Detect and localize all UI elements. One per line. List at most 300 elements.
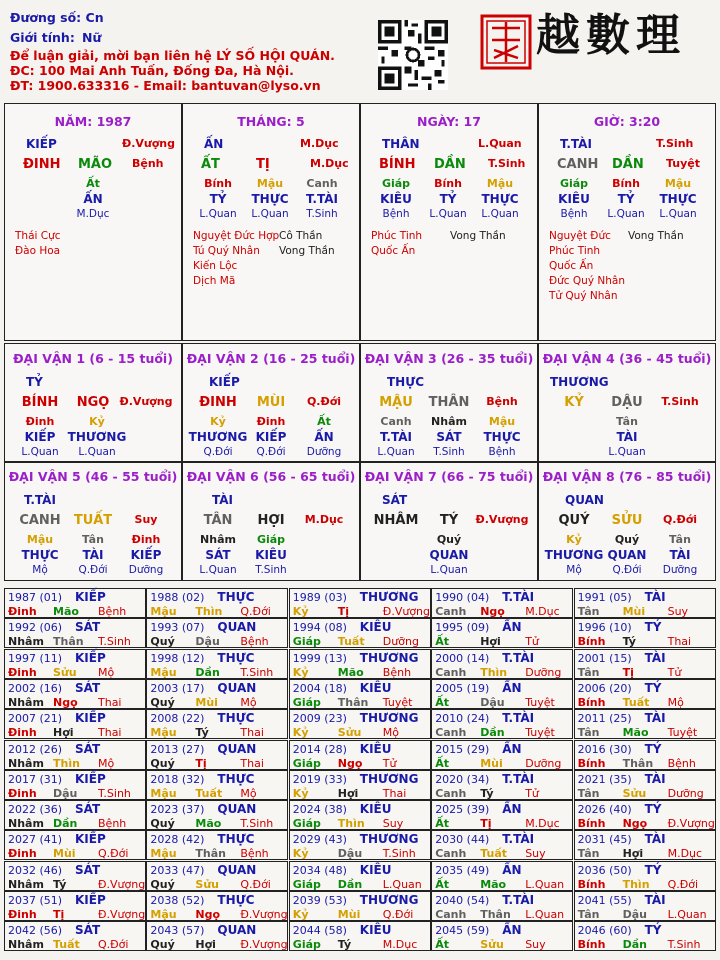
dai-van-chi: MÙI bbox=[256, 395, 286, 410]
year-chi: Tuất bbox=[195, 786, 223, 800]
year-label: 2013 (27) bbox=[150, 742, 205, 756]
year-chi: Hợi bbox=[53, 726, 74, 740]
year-cell bbox=[574, 618, 716, 648]
hidden-stage: L.Quan bbox=[199, 208, 237, 220]
year-ten-god: TÀI bbox=[644, 893, 666, 907]
pillar-chi: TỊ bbox=[256, 157, 270, 172]
year-chi: Mão bbox=[480, 877, 507, 891]
year-label: 2012 (26) bbox=[8, 742, 63, 756]
year-stage: Thai bbox=[240, 756, 264, 770]
year-stage: Thai bbox=[98, 695, 122, 709]
year-chi: Tý bbox=[195, 726, 209, 740]
year-cell bbox=[4, 709, 146, 739]
year-chi: Sửu bbox=[337, 726, 362, 740]
year-ten-god: ẤN bbox=[502, 680, 522, 695]
year-chi: Tuất bbox=[53, 938, 80, 952]
dai-van-hidden-ten: THƯƠNG bbox=[188, 430, 248, 444]
hidden-stem: Bính bbox=[204, 177, 232, 190]
year-stage: T.Sinh bbox=[98, 786, 131, 800]
year-stage: Tử bbox=[667, 665, 682, 679]
year-stage: Đ.Vượng bbox=[382, 605, 430, 618]
dai-van-hidden-ten: KIẾP bbox=[255, 430, 287, 444]
year-can: Bính bbox=[577, 756, 606, 770]
year-stage: Bệnh bbox=[98, 817, 127, 831]
year-label: 2024 (38) bbox=[292, 803, 347, 817]
year-label: 2046 (60) bbox=[577, 924, 632, 938]
year-can: Quý bbox=[150, 635, 175, 649]
year-ten-god: QUAN bbox=[217, 680, 257, 695]
dai-van-hidden-stem: Nhâm bbox=[431, 415, 467, 428]
year-ten-god: T.TÀI bbox=[502, 893, 535, 907]
dai-van-ten-god: SÁT bbox=[382, 493, 408, 507]
year-stage: Đ.Vượng bbox=[240, 938, 288, 952]
year-ten-god: TÀI bbox=[644, 711, 666, 726]
dai-van-chi: TÝ bbox=[439, 513, 459, 528]
year-ten-god: THỰC bbox=[217, 650, 255, 665]
dai-van-can: TÂN bbox=[203, 513, 233, 528]
year-cell bbox=[431, 649, 573, 679]
hidden-ten-god: THỰC bbox=[659, 192, 697, 206]
year-ten-god: ẤN bbox=[502, 862, 522, 877]
dai-van-hidden-stage: Dưỡng bbox=[306, 446, 342, 458]
pillar-top-right: M.Dục bbox=[300, 137, 339, 150]
year-ten-god: TÀI bbox=[644, 650, 666, 665]
pillar-can: BÍNH bbox=[379, 157, 416, 172]
year-cell bbox=[574, 921, 716, 951]
dai-van-can: QUÝ bbox=[558, 513, 590, 528]
year-stage: Thai bbox=[382, 786, 407, 800]
year-chi: Thìn bbox=[480, 665, 508, 679]
qr-code-icon[interactable] bbox=[378, 20, 448, 90]
year-label: 2032 (46) bbox=[8, 863, 63, 877]
year-can: Giáp bbox=[292, 635, 321, 649]
dai-van-hidden-stage: Dưỡng bbox=[128, 564, 164, 576]
hidden-stem: Giáp bbox=[559, 177, 589, 190]
year-label: 2021 (35) bbox=[577, 772, 632, 786]
year-can: Đinh bbox=[8, 847, 37, 861]
dai-van-can: MẬU bbox=[379, 395, 413, 410]
year-cell bbox=[431, 891, 573, 921]
star-item: Tử Quý Nhân bbox=[549, 290, 618, 302]
year-stage: T.Sinh bbox=[98, 635, 131, 649]
year-chi: Hợi bbox=[337, 786, 359, 800]
year-chi: Tý bbox=[480, 786, 494, 800]
hidden-stage: Bệnh bbox=[560, 208, 588, 220]
dai-van-hidden-ten: TÀI bbox=[669, 548, 691, 562]
year-stage: Tuyệt bbox=[382, 695, 413, 709]
year-label: 2003 (17) bbox=[150, 681, 205, 695]
year-chi: Thìn bbox=[53, 756, 80, 770]
dai-van-hidden-stem: Kỷ bbox=[89, 415, 105, 428]
dai-van-hidden-stem: Đinh bbox=[256, 415, 286, 428]
year-label: 2017 (31) bbox=[8, 772, 63, 786]
year-chi: Tị bbox=[53, 908, 65, 921]
hidden-ten-god: T.TÀI bbox=[306, 192, 338, 206]
year-stage: L.Quan bbox=[667, 908, 707, 921]
year-can: Quý bbox=[150, 938, 175, 952]
year-label: 2029 (43) bbox=[292, 833, 347, 847]
year-ten-god: QUAN bbox=[217, 862, 257, 877]
dai-van-ten-god: THỰC bbox=[387, 375, 425, 389]
year-cell bbox=[431, 740, 573, 770]
year-ten-god: TÀI bbox=[644, 771, 666, 786]
year-chi: Sửu bbox=[195, 877, 219, 891]
year-stage: L.Quan bbox=[525, 877, 565, 891]
pillar-top-right: L.Quan bbox=[478, 137, 522, 150]
year-chi: Mùi bbox=[53, 847, 76, 861]
year-can: Tân bbox=[577, 847, 600, 861]
year-cell bbox=[4, 830, 146, 860]
year-can: Kỷ bbox=[292, 605, 309, 618]
dai-van-title: ĐẠI VẬN 5 (46 - 55 tuổi) bbox=[8, 469, 178, 484]
dai-van-title: ĐẠI VẬN 3 (26 - 35 tuổi) bbox=[364, 351, 534, 366]
year-label: 2039 (53) bbox=[292, 894, 347, 907]
hidden-ten-god: KIÊU bbox=[380, 192, 412, 206]
hidden-stem: Mậu bbox=[256, 177, 284, 190]
year-ten-god: TỶ bbox=[644, 620, 662, 635]
contact-line-3[interactable]: ĐT: 1900.633316 - Email: bantuvan@lyso.vn bbox=[10, 78, 321, 93]
year-label: 2011 (25) bbox=[577, 712, 632, 726]
dai-van-title: ĐẠI VẬN 2 (16 - 25 tuổi) bbox=[186, 351, 356, 366]
annual-luck-grid bbox=[4, 588, 716, 952]
year-can: Ất bbox=[435, 938, 449, 952]
year-label: 2034 (48) bbox=[292, 863, 347, 877]
year-label: 2033 (47) bbox=[150, 863, 205, 877]
year-chi: Mão bbox=[53, 605, 79, 618]
year-stage: Suy bbox=[667, 605, 689, 618]
year-label: 1988 (02) bbox=[150, 591, 205, 604]
hidden-ten-god: TỶ bbox=[209, 192, 227, 206]
year-stage: Tuyệt bbox=[667, 726, 698, 740]
dai-van-hidden-ten: ẤN bbox=[314, 430, 334, 444]
year-can: Canh bbox=[435, 908, 467, 921]
year-chi: Mùi bbox=[480, 756, 503, 770]
year-chi: Dần bbox=[480, 726, 505, 740]
year-label: 2030 (44) bbox=[435, 833, 490, 847]
year-cell bbox=[289, 800, 431, 830]
year-can: Mậu bbox=[150, 665, 177, 679]
year-chi: Ngọ bbox=[195, 908, 221, 921]
year-stage: Bệnh bbox=[240, 847, 269, 861]
pillar-can: ẤT bbox=[201, 157, 220, 172]
year-cell bbox=[574, 679, 716, 709]
star-item: Thái Cực bbox=[15, 230, 61, 242]
dai-van-stage: Suy bbox=[134, 513, 158, 526]
year-can: Tân bbox=[577, 665, 600, 679]
year-stage: M.Dục bbox=[382, 938, 418, 952]
year-ten-god: TỶ bbox=[644, 802, 662, 817]
year-can: Quý bbox=[150, 695, 175, 709]
pillar-title: NĂM: 1987 bbox=[54, 114, 132, 129]
year-can: Bính bbox=[577, 817, 606, 831]
year-can: Nhâm bbox=[8, 938, 44, 952]
hidden-stem: Giáp bbox=[381, 177, 411, 190]
year-can: Ất bbox=[435, 817, 449, 831]
year-cell bbox=[431, 830, 573, 860]
dai-van-hidden-stage: L.Quan bbox=[608, 446, 646, 458]
year-stage: Tử bbox=[382, 756, 397, 770]
year-cell bbox=[431, 679, 573, 709]
year-chi: Tuất bbox=[480, 847, 507, 861]
hidden-stage: L.Quan bbox=[659, 208, 697, 220]
year-chi: Mão bbox=[195, 817, 222, 831]
year-stage: M.Dục bbox=[525, 605, 560, 618]
year-chi: Dậu bbox=[195, 635, 220, 649]
year-can: Ất bbox=[435, 695, 449, 709]
year-cell bbox=[146, 649, 288, 679]
year-stage: M.Dục bbox=[525, 817, 560, 831]
year-chi: Mùi bbox=[622, 605, 646, 618]
year-can: Nhâm bbox=[8, 817, 44, 831]
dai-van-ten-god: QUAN bbox=[565, 493, 604, 507]
year-cell bbox=[4, 770, 146, 800]
year-ten-god: QUAN bbox=[217, 923, 257, 938]
seal-logo-icon bbox=[480, 14, 532, 70]
year-can: Nhâm bbox=[8, 635, 44, 649]
star-item: Nguyệt Đức bbox=[549, 230, 611, 242]
year-ten-god: SÁT bbox=[75, 680, 101, 695]
year-cell bbox=[146, 830, 288, 860]
dai-van-hidden-stage: Dưỡng bbox=[662, 564, 698, 576]
year-can: Nhâm bbox=[8, 877, 44, 891]
hidden-ten-god: THỰC bbox=[251, 192, 289, 206]
year-label: 2016 (30) bbox=[577, 742, 632, 756]
year-cell bbox=[4, 891, 146, 921]
year-chi: Ngọ bbox=[53, 695, 78, 709]
year-stage: Q.Đới bbox=[667, 877, 699, 891]
year-ten-god: SÁT bbox=[75, 923, 101, 938]
year-stage: L.Quan bbox=[525, 908, 565, 921]
dai-van-hidden-ten: KIẾP bbox=[130, 548, 162, 562]
year-label: 1999 (13) bbox=[292, 651, 347, 665]
dai-van-hidden-ten: TÀI bbox=[616, 430, 638, 444]
dai-van-hidden-stem: Kỷ bbox=[566, 533, 582, 546]
year-cell bbox=[4, 921, 146, 951]
year-ten-god: T.TÀI bbox=[502, 832, 535, 847]
pillar-top-left: KIẾP bbox=[26, 137, 57, 151]
pillar-chi: DẦN bbox=[434, 157, 466, 172]
year-chi: Tý bbox=[622, 635, 636, 649]
year-can: Tân bbox=[577, 908, 600, 921]
year-ten-god: KIÊU bbox=[359, 741, 392, 756]
year-ten-god: TÀI bbox=[644, 832, 666, 847]
year-can: Nhâm bbox=[8, 695, 44, 709]
year-cell bbox=[574, 800, 716, 830]
hidden-stage: L.Quan bbox=[429, 208, 467, 220]
dai-van-ten-god: TÀI bbox=[212, 493, 234, 507]
year-cell bbox=[289, 921, 431, 951]
dai-van-hidden-stem: Nhâm bbox=[200, 533, 236, 546]
year-stage: Đ.Vượng bbox=[98, 877, 146, 891]
year-ten-god: KIÊU bbox=[359, 680, 392, 695]
year-stage: Tử bbox=[525, 786, 539, 800]
year-stage: Bệnh bbox=[240, 635, 269, 649]
pillar-top-right: Đ.Vượng bbox=[122, 137, 176, 150]
year-can: Bính bbox=[577, 877, 606, 891]
year-stage: Dưỡng bbox=[525, 756, 562, 770]
dai-van-hidden-stage: L.Quan bbox=[21, 446, 59, 458]
year-ten-god: KIẾP bbox=[75, 771, 106, 786]
dai-van-ten-god: KIẾP bbox=[209, 375, 240, 389]
year-ten-god: QUAN bbox=[217, 741, 257, 756]
year-label: 1998 (12) bbox=[150, 651, 205, 665]
year-ten-god: THỰC bbox=[217, 771, 255, 786]
year-stage: Suy bbox=[525, 847, 546, 861]
year-stage: Dưỡng bbox=[382, 635, 419, 649]
pillar-stage: T.Sinh bbox=[488, 157, 526, 170]
year-cell bbox=[289, 891, 431, 921]
year-cell bbox=[289, 770, 431, 800]
year-ten-god: SÁT bbox=[75, 741, 101, 756]
year-can: Quý bbox=[150, 877, 175, 891]
star-item-right: Cô Thần bbox=[279, 230, 323, 242]
year-ten-god: SÁT bbox=[75, 620, 101, 635]
hidden-ten-god: TỶ bbox=[617, 192, 635, 206]
year-stage: Đ.Vượng bbox=[667, 817, 715, 831]
year-label: 2031 (45) bbox=[577, 833, 632, 847]
year-cell bbox=[146, 588, 288, 618]
year-cell bbox=[4, 740, 146, 770]
dai-van-hidden-stage: Q.Đới bbox=[203, 446, 233, 458]
dai-van-hidden-ten: QUAN bbox=[607, 548, 647, 562]
year-label: 1989 (03) bbox=[292, 591, 347, 604]
year-ten-god: SÁT bbox=[75, 802, 101, 817]
dai-van-hidden-stem: Tân bbox=[82, 533, 104, 546]
year-label: 2010 (24) bbox=[435, 712, 490, 726]
year-ten-god: THƯƠNG bbox=[359, 832, 419, 847]
pillar-top-right: T.Sinh bbox=[656, 137, 694, 150]
year-chi: Dần bbox=[622, 938, 647, 952]
year-chi: Tị bbox=[195, 756, 207, 770]
year-chi: Hợi bbox=[480, 635, 501, 649]
dai-van-hidden-stem: Kỷ bbox=[210, 415, 226, 428]
pillar-chi: MÃO bbox=[78, 157, 113, 172]
star-item: Phúc Tinh bbox=[549, 245, 601, 257]
dai-van-stage: Q.Đới bbox=[306, 395, 342, 408]
year-ten-god: ẤN bbox=[502, 620, 522, 635]
dai-van-title: ĐẠI VẬN 7 (66 - 75 tuổi) bbox=[364, 469, 534, 484]
year-label: 2028 (42) bbox=[150, 833, 205, 847]
year-chi: Dậu bbox=[337, 847, 363, 861]
year-ten-god: THỰC bbox=[217, 893, 255, 907]
year-ten-god: KIẾP bbox=[75, 650, 106, 665]
dai-van-chi: HỢI bbox=[257, 513, 285, 528]
year-stage: Đ.Vượng bbox=[98, 908, 146, 921]
year-ten-god: KIÊU bbox=[359, 620, 392, 635]
star-item-right: Vong Thần bbox=[450, 230, 506, 242]
year-can: Ất bbox=[435, 635, 449, 649]
star-item: Dịch Mã bbox=[193, 275, 236, 287]
year-label: 1997 (11) bbox=[8, 651, 63, 665]
dai-van-ten-god: T.TÀI bbox=[24, 493, 56, 507]
dai-van-hidden-stage: Mộ bbox=[32, 564, 48, 576]
dai-van-stage: M.Dục bbox=[304, 513, 344, 526]
dai-van-hidden-ten: TÀI bbox=[82, 548, 104, 562]
year-stage: Q.Đới bbox=[240, 605, 271, 618]
year-cell bbox=[289, 588, 431, 618]
year-stage: T.Sinh bbox=[240, 665, 274, 679]
year-can: Đinh bbox=[8, 726, 37, 740]
year-stage: Bệnh bbox=[667, 756, 696, 770]
dai-van-hidden-stem: Đinh bbox=[131, 533, 161, 546]
year-can: Tân bbox=[577, 605, 600, 618]
year-stage: Tuyệt bbox=[525, 726, 555, 740]
year-label: 2043 (57) bbox=[150, 924, 205, 938]
dai-van-hidden-stem: Tân bbox=[616, 415, 638, 428]
year-cell bbox=[289, 740, 431, 770]
year-chi: Thân bbox=[337, 695, 369, 709]
year-cell bbox=[574, 649, 716, 679]
year-can: Đinh bbox=[8, 605, 37, 618]
year-chi: Dậu bbox=[480, 695, 505, 709]
year-stage: Mộ bbox=[382, 726, 400, 740]
year-stage: Mộ bbox=[240, 695, 257, 709]
year-label: 1992 (06) bbox=[8, 621, 63, 635]
star-item-right: Vong Thần bbox=[279, 245, 335, 257]
year-cell bbox=[4, 649, 146, 679]
year-cell bbox=[146, 921, 288, 951]
dai-van-chi: DẬU bbox=[611, 395, 643, 410]
dai-van-chi: NGỌ bbox=[76, 395, 110, 410]
gender-value: Nữ bbox=[82, 30, 102, 45]
dai-van-hidden-stem: Quý bbox=[614, 533, 640, 546]
year-label: 2007 (21) bbox=[8, 712, 63, 726]
year-ten-god: THƯƠNG bbox=[359, 590, 419, 604]
year-cell bbox=[431, 709, 573, 739]
star-item: Kiến Lộc bbox=[193, 260, 238, 272]
year-label: 2037 (51) bbox=[8, 894, 63, 907]
dai-van-ten-god: THƯƠNG bbox=[550, 375, 609, 389]
star-item: Đức Quý Nhân bbox=[549, 275, 625, 287]
year-can: Mậu bbox=[150, 847, 177, 861]
year-cell bbox=[574, 740, 716, 770]
year-can: Tân bbox=[577, 726, 600, 740]
year-stage: Mộ bbox=[667, 695, 684, 709]
year-ten-god: KIẾP bbox=[75, 832, 106, 847]
year-chi: Tị bbox=[622, 665, 634, 679]
hidden-stem: Ất bbox=[86, 177, 100, 190]
year-label: 2044 (58) bbox=[292, 924, 347, 938]
year-chi: Tý bbox=[337, 938, 352, 952]
year-cell bbox=[4, 679, 146, 709]
year-ten-god: KIÊU bbox=[359, 862, 392, 877]
year-cell bbox=[289, 679, 431, 709]
year-label: 2005 (19) bbox=[435, 681, 490, 695]
dai-van-can: CANH bbox=[19, 513, 61, 528]
year-ten-god: TỶ bbox=[644, 741, 662, 756]
dai-van-hidden-stem: Quý bbox=[436, 533, 462, 546]
year-label: 2008 (22) bbox=[150, 712, 205, 726]
year-stage: Đ.Vượng bbox=[240, 908, 288, 921]
year-chi: Sửu bbox=[53, 665, 77, 679]
year-chi: Dần bbox=[337, 877, 363, 891]
year-cell bbox=[289, 830, 431, 860]
year-can: Canh bbox=[435, 726, 467, 740]
year-ten-god: T.TÀI bbox=[502, 650, 535, 665]
year-ten-god: THỰC bbox=[217, 711, 255, 726]
dai-van-chi: THÂN bbox=[428, 395, 470, 410]
year-ten-god: T.TÀI bbox=[502, 771, 535, 786]
year-can: Đinh bbox=[8, 786, 37, 800]
star-item-right: Vong Thần bbox=[628, 230, 684, 242]
dai-van-hidden-stage: L.Quan bbox=[377, 446, 415, 458]
year-label: 1995 (09) bbox=[435, 621, 490, 635]
year-stage: T.Sinh bbox=[240, 817, 274, 831]
year-ten-god: THỰC bbox=[217, 832, 255, 847]
dai-van-stage: Bệnh bbox=[486, 395, 518, 408]
year-label: 2038 (52) bbox=[150, 894, 205, 907]
hidden-stage: L.Quan bbox=[481, 208, 519, 220]
